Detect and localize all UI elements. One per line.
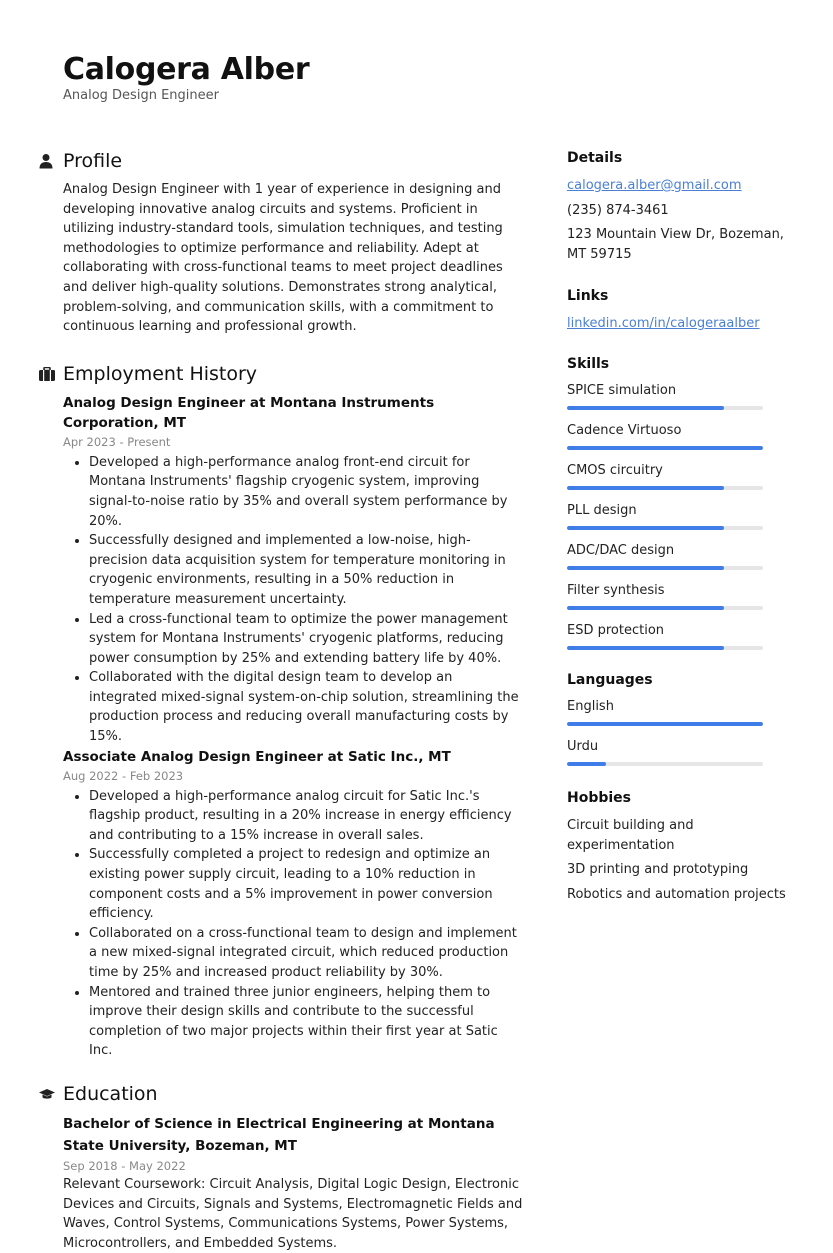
briefcase-icon — [39, 366, 55, 382]
education-heading: Education — [63, 1082, 158, 1105]
degree-title: Bachelor of Science in Electrical Engineering at Montana State University, Bozeman, MT — [63, 1115, 495, 1154]
hobbies-heading: Hobbies — [567, 789, 632, 806]
level-bar-fill — [567, 762, 606, 766]
skill-label: ADC/DAC design — [567, 542, 675, 558]
level-bar — [567, 566, 763, 570]
education-coursework: Relevant Coursework: Circuit Analysis, Digital Logic Design, Electronic Devices and Circuits, Signals and Systems, Electromagnetic Fields and Waves, Control Systems, Communications Systems, Power Systems, Microcontrollers, and Embedded Systems. — [63, 1176, 523, 1251]
email-link[interactable]: calogera.alber@gmail.com — [567, 178, 742, 193]
hobbies-list — [567, 816, 787, 904]
job-entry — [63, 747, 523, 1061]
job-bullets — [63, 787, 523, 1061]
skill-label: Filter synthesis — [567, 582, 665, 598]
skill-label: PLL design — [567, 502, 637, 518]
level-bar-fill — [567, 646, 724, 650]
job-bullet: • Successfully completed a project to redesign and optimize an existing power supply circuit, leading to a 10% reduction in component costs and a 5% improvement in power conversion efficiency. — [89, 845, 523, 923]
skill-label: ESD protection — [567, 622, 665, 638]
languages-list — [567, 698, 787, 766]
skill-item — [567, 582, 787, 610]
level-bar-fill — [567, 406, 724, 410]
education-section — [63, 1081, 523, 1253]
links-section — [567, 286, 787, 334]
job-dates: Aug 2022 - Feb 2023 — [63, 768, 184, 783]
level-bar — [567, 446, 763, 450]
level-bar-fill — [567, 606, 724, 610]
main-column — [63, 148, 523, 1253]
job-title: Analog Design Engineer at Montana Instruments Corporation, MT — [63, 394, 435, 431]
languages-heading: Languages — [567, 671, 653, 688]
hobbies-section — [567, 788, 787, 904]
job-entry — [63, 393, 523, 747]
sidebar-column — [567, 148, 787, 909]
level-bar-fill — [567, 566, 724, 570]
language-label: Urdu — [567, 738, 599, 754]
user-icon — [39, 153, 55, 169]
level-bar — [567, 486, 763, 490]
skill-item — [567, 382, 787, 410]
address: 123 Mountain View Dr, Bozeman, MT 59715 — [567, 227, 784, 262]
skill-item — [567, 622, 787, 650]
level-bar-fill — [567, 526, 724, 530]
skills-section — [567, 354, 787, 650]
job-bullet: • Developed a high-performance analog circuit for Satic Inc.'s flagship product, resulting in a 20% increase in energy efficiency and contributing to a 15% increase in overall sales. — [89, 787, 523, 846]
links-heading: Links — [567, 288, 609, 305]
level-bar-fill — [567, 486, 724, 490]
skill-item — [567, 422, 787, 450]
job-bullet: • Mentored and trained three junior engineers, helping them to improve their design skills and contribute to the successful completion of two major projects within their first year at Satic Inc. — [89, 983, 523, 1061]
level-bar — [567, 762, 763, 766]
skill-label: Cadence Virtuoso — [567, 422, 682, 438]
level-bar — [567, 606, 763, 610]
job-bullet: • Successfully designed and implemented a low-noise, high-precision data acquisition system for temperature monitoring in cryogenic environments, resulting in a 50% reduction in temperature measurement uncertainty. — [89, 531, 523, 609]
language-item — [567, 738, 787, 766]
skill-label: CMOS circuitry — [567, 462, 663, 478]
level-bar — [567, 406, 763, 410]
language-item — [567, 698, 787, 726]
level-bar-fill — [567, 446, 763, 450]
profile-section — [63, 148, 523, 337]
employment-heading: Employment History — [63, 362, 258, 385]
graduation-cap-icon — [39, 1086, 55, 1102]
languages-section — [567, 670, 787, 766]
details-section — [567, 148, 787, 264]
linkedin-link[interactable]: linkedin.com/in/calogeraalber — [567, 316, 760, 332]
candidate-title: Analog Design Engineer — [63, 88, 219, 103]
skills-heading: Skills — [567, 355, 610, 372]
job-bullet: • Led a cross-functional team to optimize the power management system for Montana Instruments' cryogenic platforms, reducing power consumption by 25% and extending battery life by 40%. — [89, 610, 523, 669]
job-bullet: • Collaborated with the digital design team to develop an integrated mixed-signal system-on-chip solution, streamlining the production process and reducing overall manufacturing costs by 15%. — [89, 668, 523, 746]
employment-section — [63, 361, 523, 1061]
profile-heading: Profile — [63, 150, 123, 172]
language-label: English — [567, 698, 614, 714]
skill-item — [567, 542, 787, 570]
candidate-name: Calogera Alber — [63, 52, 310, 87]
skill-item — [567, 462, 787, 490]
phone-number: (235) 874-3461 — [567, 202, 669, 218]
job-list — [63, 393, 523, 1061]
level-bar — [567, 646, 763, 650]
hobby-item: 3D printing and prototyping — [567, 862, 749, 878]
level-bar-fill — [567, 722, 763, 726]
hobby-item: Circuit building and experimentation — [567, 817, 694, 853]
skills-list — [567, 382, 787, 650]
job-bullet: • Collaborated on a cross-functional team to design and implement a new mixed-signal integrated circuit, which reduced production time by 25% and increased product reliability by 30%. — [89, 924, 523, 983]
level-bar — [567, 722, 763, 726]
profile-summary: Analog Design Engineer with 1 year of experience in designing and developing innovative analog circuits and systems. Proficient in utilizing industry-standard tools, simulation techniques, and testing methodologies to optimize performance and reliability. Adept at collaborating with cross-functional teams to meet project deadlines and deliver high-quality solutions. Demonstrates strong analytical, problem-solving, and communication skills, with a commitment to continuous learning and professional growth. — [63, 182, 503, 335]
job-bullets — [63, 453, 523, 747]
skill-item — [567, 502, 787, 530]
hobby-item: Robotics and automation projects — [567, 886, 786, 902]
education-dates: Sep 2018 - May 2022 — [63, 1158, 186, 1173]
resume-header — [63, 52, 309, 104]
job-dates: Apr 2023 - Present — [63, 434, 171, 449]
skill-label: SPICE simulation — [567, 382, 677, 398]
job-title: Associate Analog Design Engineer at Satic Inc., MT — [63, 748, 451, 765]
job-bullet: • Developed a high-performance analog front-end circuit for Montana Instruments' flagship cryogenic system, improving signal-to-noise ratio by 35% and overall system performance by 20%. — [89, 453, 523, 531]
details-heading: Details — [567, 150, 623, 166]
level-bar — [567, 526, 763, 530]
